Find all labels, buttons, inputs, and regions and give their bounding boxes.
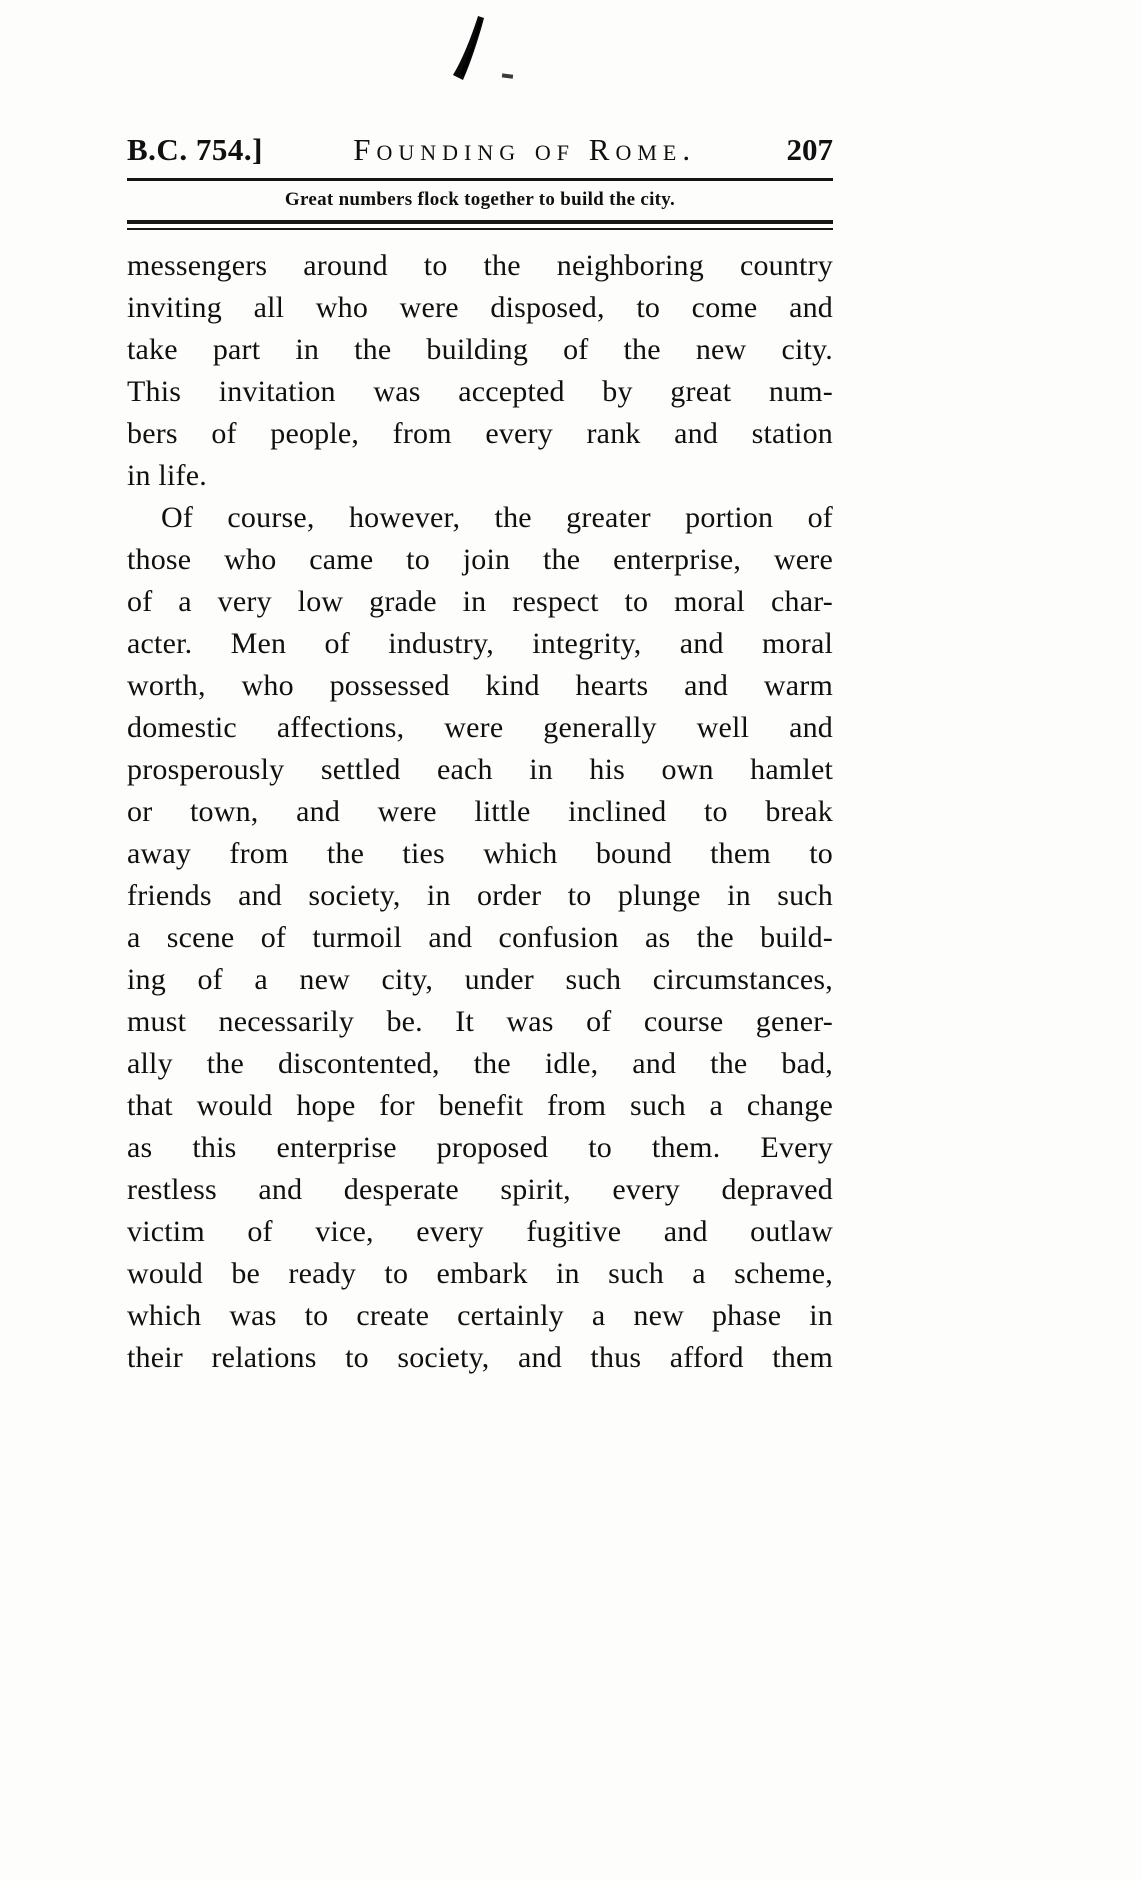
body-text [127, 245, 833, 1379]
text-line: bers of people, from every rank and station [127, 417, 833, 450]
text-line: must necessarily be. It was of course gener- [127, 1005, 833, 1038]
text-line: of a very low grade in respect to moral char- [127, 585, 833, 618]
text-line: those who came to join the enterprise, were [127, 543, 833, 576]
text-line: that would hope for benefit from such a change [127, 1089, 833, 1122]
text-line: or town, and were little inclined to break [127, 795, 833, 828]
text-line: away from the ties which bound them to [127, 837, 833, 870]
text-line: worth, who possessed kind hearts and warm [127, 669, 833, 702]
text-line: ing of a new city, under such circumstances, [127, 963, 833, 996]
paragraph [127, 497, 833, 1379]
text-line: domestic affections, were generally well and [127, 711, 833, 744]
text-line: restless and desperate spirit, every depraved [127, 1173, 833, 1206]
page-header [127, 132, 833, 168]
text-line: take part in the building of the new city. [127, 333, 833, 366]
text-line: Of course, however, the greater portion of [161, 501, 833, 534]
header-date: B.C. 754.] [127, 132, 263, 167]
text-block [127, 132, 833, 1379]
header-rule [127, 178, 833, 181]
page-number: 207 [786, 132, 833, 167]
paragraph [127, 245, 833, 497]
text-line: ally the discontented, the idle, and the bad, [127, 1047, 833, 1080]
text-line: acter. Men of industry, integrity, and moral [127, 627, 833, 660]
text-line: as this enterprise proposed to them. Every [127, 1131, 833, 1164]
text-line: prosperously settled each in his own hamlet [127, 753, 833, 786]
ink-mark [438, 16, 528, 106]
header-title: Founding of Rome. [353, 132, 697, 167]
text-line: would be ready to embark in such a scheme, [127, 1257, 833, 1290]
text-line: victim of vice, every fugitive and outlaw [127, 1215, 833, 1248]
double-rule [127, 220, 833, 230]
text-line: their relations to society, and thus afford them [127, 1341, 833, 1374]
text-line: friends and society, in order to plunge in such [127, 879, 833, 912]
text-line: in life. [127, 459, 207, 492]
text-line: inviting all who were disposed, to come and [127, 291, 833, 324]
text-line: which was to create certainly a new phase in [127, 1299, 833, 1332]
text-line: This invitation was accepted by great num- [127, 375, 833, 408]
running-head: Great numbers flock together to build the city. [284, 189, 676, 210]
text-line: messengers around to the neighboring country [127, 249, 833, 282]
text-line: a scene of turmoil and confusion as the build- [127, 921, 833, 954]
